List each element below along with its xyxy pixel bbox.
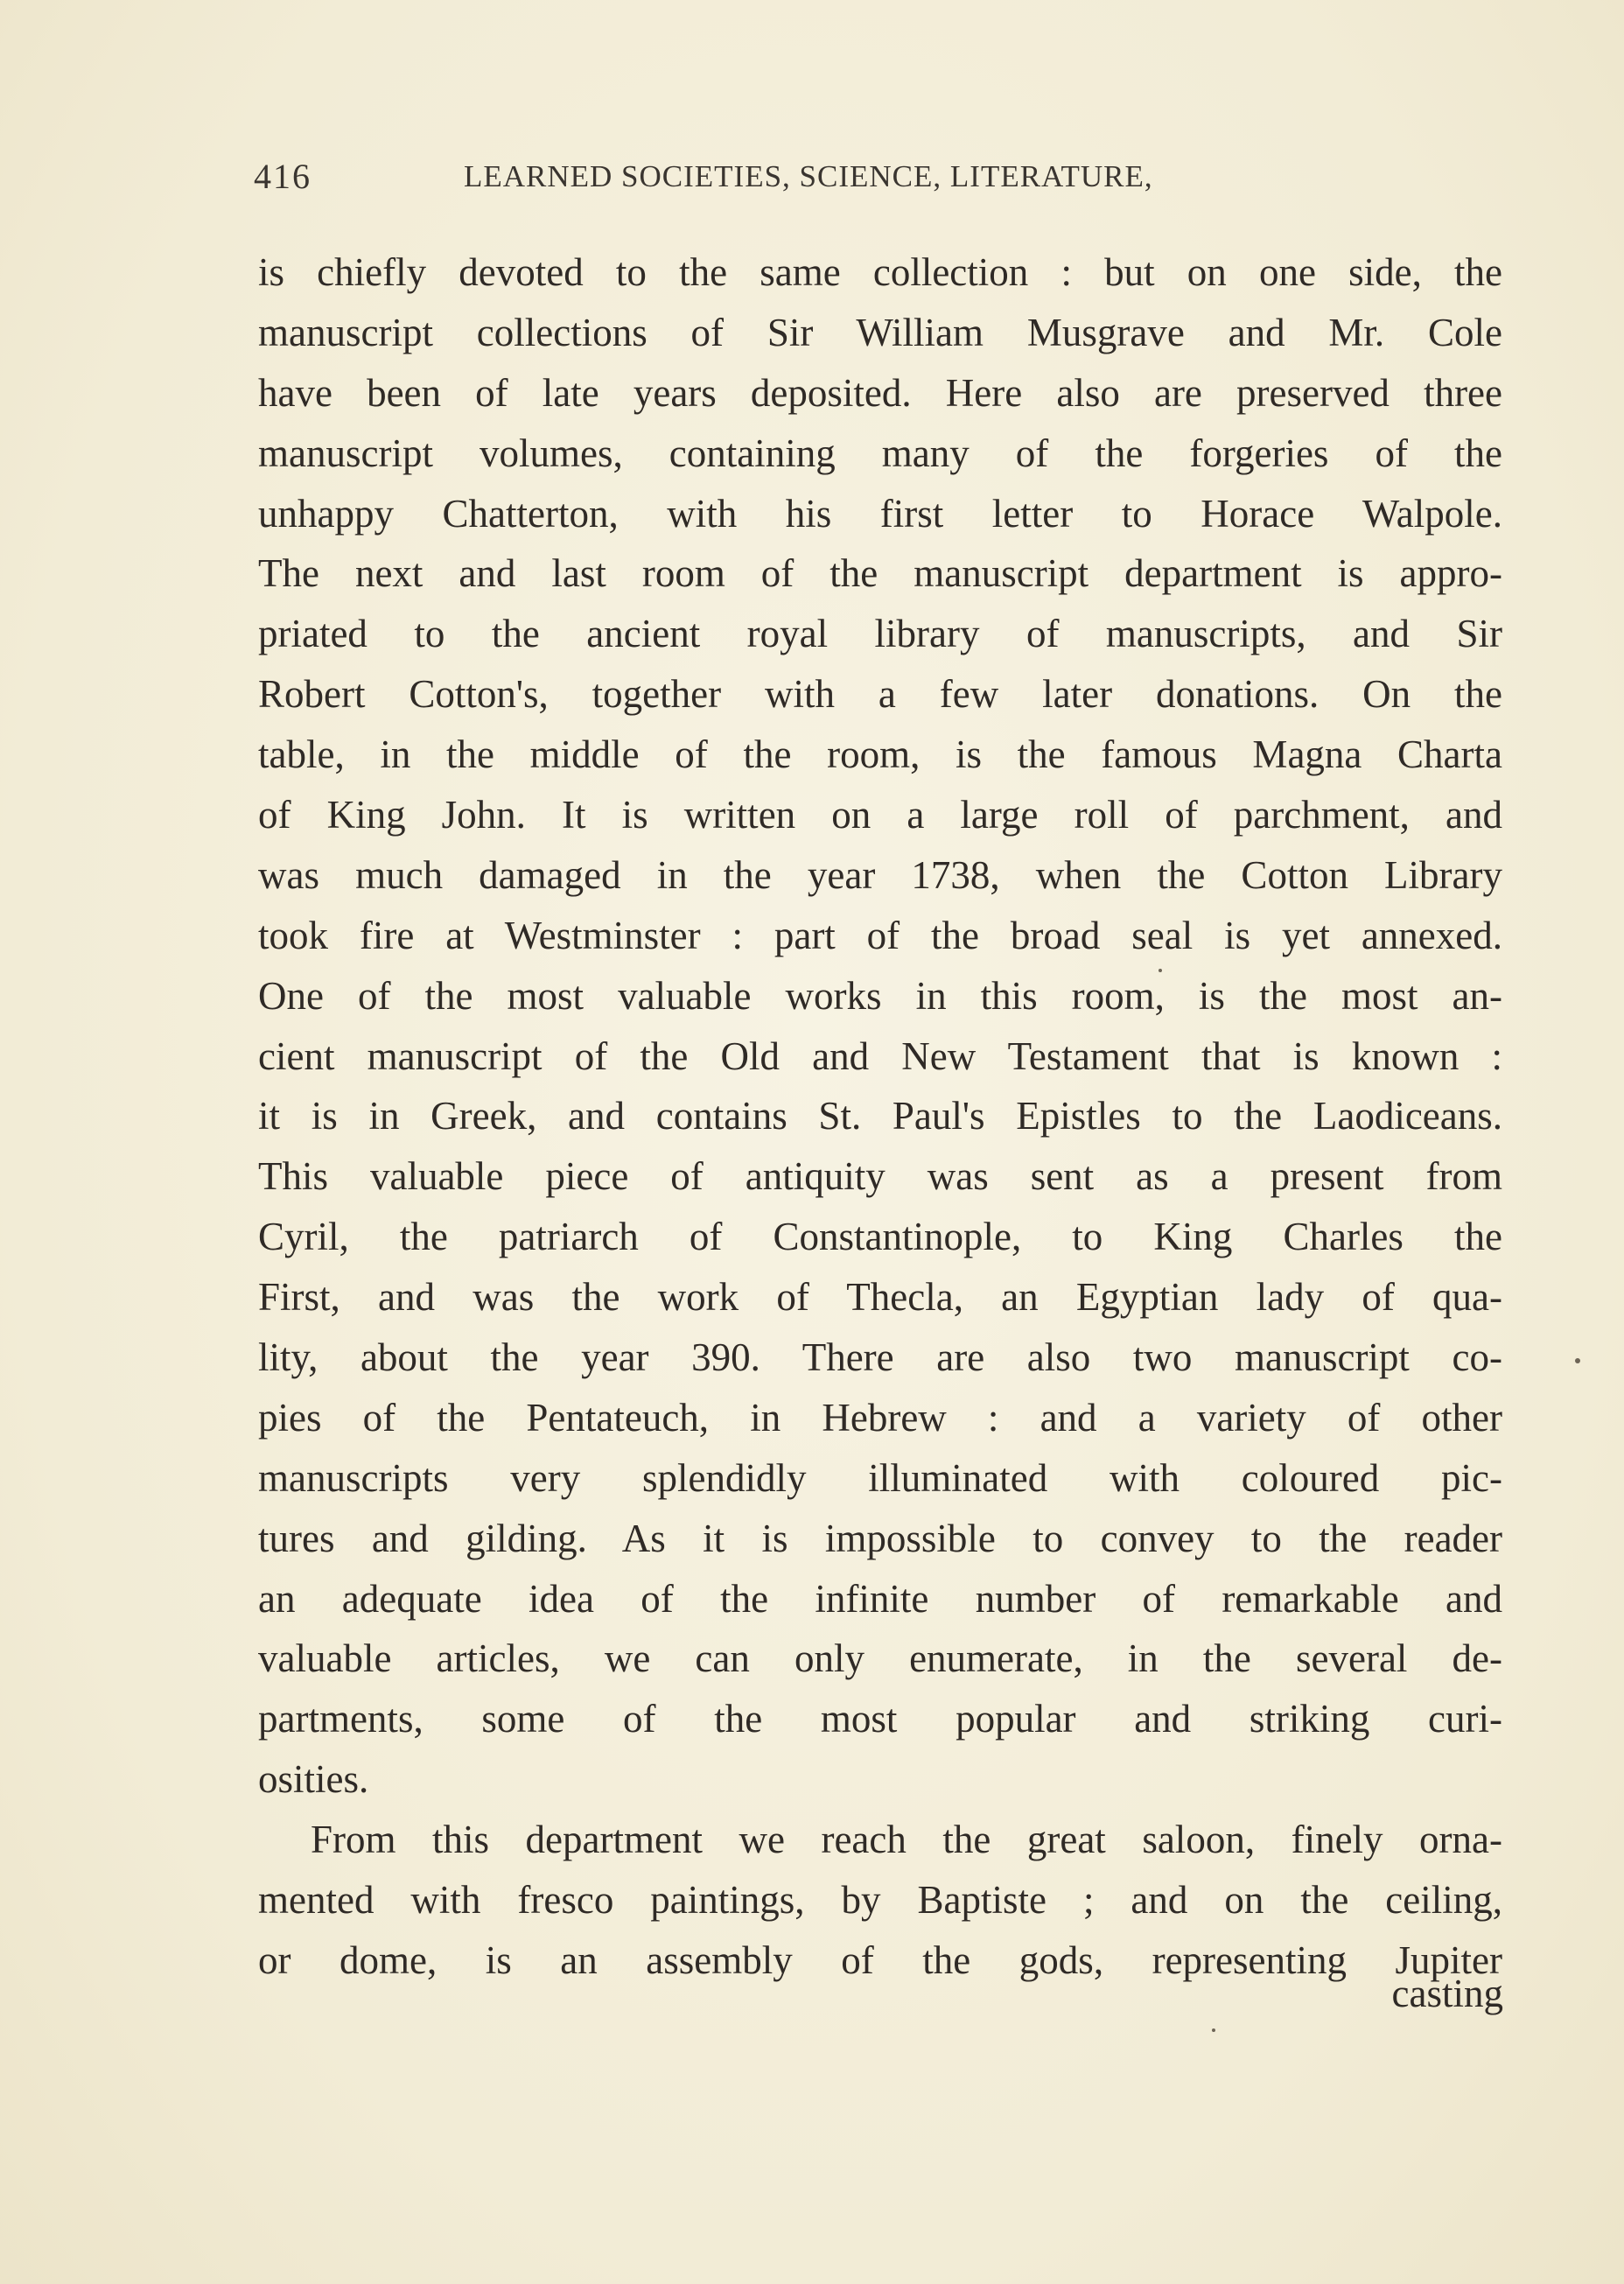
text-line: lity, about the year 390. There are also two manuscript co- bbox=[258, 1335, 1502, 1380]
paper-speck bbox=[1212, 2028, 1215, 2032]
text-line: osities. bbox=[258, 1757, 369, 1802]
page-number: 416 bbox=[254, 157, 312, 196]
text-line: mented with fresco paintings, by Baptiste ; and on the ceiling, bbox=[258, 1878, 1502, 1923]
text-line: This valuable piece of antiquity was sent as a present from bbox=[258, 1154, 1502, 1199]
text-line: The next and last room of the manuscript department is appro- bbox=[258, 551, 1502, 596]
text-line: priated to the ancient royal library of manuscripts, and Sir bbox=[258, 612, 1502, 656]
running-title: LEARNED SOCIETIES, SCIENCE, LITERATURE, bbox=[464, 159, 1153, 193]
text-line: is chiefly devoted to the same collection : but on one side, the bbox=[258, 250, 1502, 294]
catchword: casting bbox=[1391, 1972, 1503, 2015]
text-line: unhappy Chatterton, with his first letter to Horace Walpole. bbox=[258, 491, 1502, 536]
text-line: table, in the middle of the room, is the famous Magna Charta bbox=[258, 732, 1502, 777]
text-line: One of the most valuable works in this room, is the most an- bbox=[258, 973, 1502, 1018]
text-line: of King John. It is written on a large roll of parchment, and bbox=[258, 793, 1502, 837]
text-line: have been of late years deposited. Here also are preserved three bbox=[258, 370, 1502, 415]
paper-speck bbox=[1158, 969, 1162, 972]
text-line: cient manuscript of the Old and New Testament that is known : bbox=[258, 1033, 1502, 1078]
body-text bbox=[258, 242, 1502, 1991]
text-line: pies of the Pentateuch, in Hebrew : and a variety of other bbox=[258, 1395, 1502, 1440]
text-line: manuscripts very splendidly illuminated with coloured pic- bbox=[258, 1455, 1502, 1500]
text-line: manuscript volumes, containing many of the forgeries of the bbox=[258, 431, 1502, 475]
text-line: From this department we reach the great saloon, finely orna- bbox=[311, 1818, 1502, 1862]
text-line: it is in Greek, and contains St. Paul's Epistles to the Laodiceans. bbox=[258, 1094, 1502, 1138]
running-head bbox=[254, 156, 1295, 208]
text-line: valuable articles, we can only enumerate, in the several de- bbox=[258, 1636, 1502, 1681]
text-line: First, and was the work of Thecla, an Egyptian lady of qua- bbox=[258, 1275, 1502, 1320]
text-line: or dome, is an assembly of the gods, representing Jupiter bbox=[258, 1937, 1502, 1982]
paper-speck bbox=[1575, 1358, 1580, 1363]
text-line: manuscript collections of Sir William Musgrave and Mr. Cole bbox=[258, 310, 1502, 354]
text-line: took fire at Westminster : part of the broad seal is yet annexed. bbox=[258, 913, 1502, 957]
text-line: tures and gilding. As it is impossible to convey to the reader bbox=[258, 1516, 1502, 1560]
text-line: Cyril, the patriarch of Constantinople, to King Charles the bbox=[258, 1215, 1502, 1259]
text-line: was much damaged in the year 1738, when the Cotton Library bbox=[258, 852, 1502, 897]
text-line: Robert Cotton's, together with a few later donations. On the bbox=[258, 672, 1502, 717]
text-line: partments, some of the most popular and striking curi- bbox=[258, 1697, 1502, 1741]
text-line: an adequate idea of the infinite number of remarkable and bbox=[258, 1576, 1502, 1621]
